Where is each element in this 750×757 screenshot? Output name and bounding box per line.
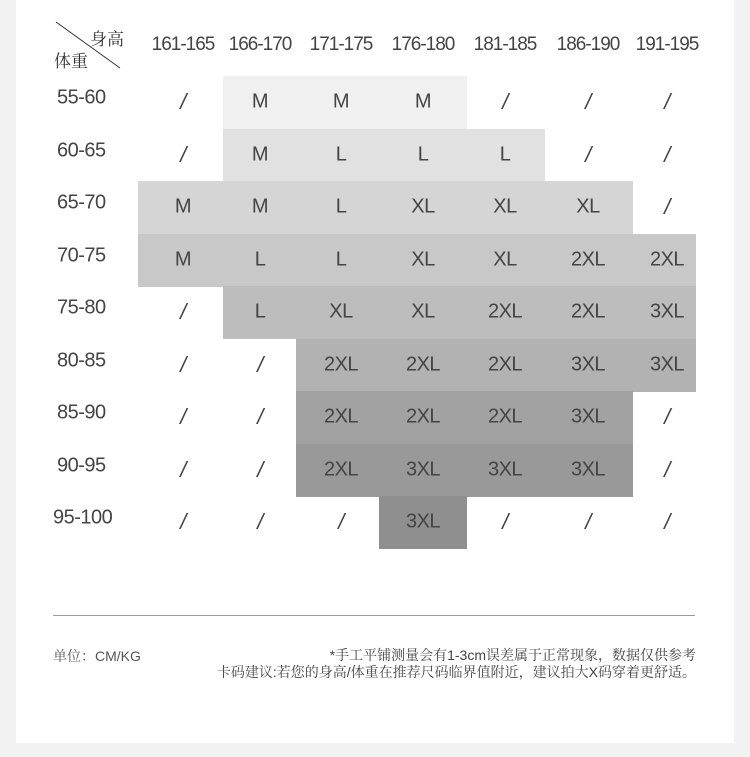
size-cell: 2XL	[487, 353, 523, 376]
size-cell-empty: /	[664, 89, 670, 115]
size-cell: L	[254, 300, 266, 323]
size-cell: XL	[411, 195, 435, 218]
size-cell: 2XL	[323, 405, 359, 428]
size-cell-empty: /	[585, 89, 591, 115]
size-cell-empty: /	[664, 141, 670, 167]
weight-label: 85-90	[57, 401, 106, 424]
size-cell-empty: /	[585, 141, 591, 167]
size-cell: 2XL	[323, 458, 359, 481]
size-cell-empty: /	[180, 299, 186, 325]
size-cell-empty: /	[180, 89, 186, 115]
size-cell-empty: /	[664, 509, 670, 535]
weight-label: 90-95	[57, 454, 106, 477]
height-header: 161-165	[151, 34, 215, 55]
size-cell-empty: /	[180, 456, 186, 482]
size-cell: M	[332, 90, 350, 113]
size-cell: 2XL	[405, 405, 441, 428]
size-cell: 3XL	[649, 300, 685, 323]
corner-height-label: 身高	[90, 30, 124, 49]
weight-label: 55-60	[57, 86, 106, 109]
size-cell: 3XL	[570, 353, 606, 376]
size-cell-empty: /	[180, 351, 186, 377]
size-cell-empty: /	[257, 456, 263, 482]
size-cell-empty: /	[180, 509, 186, 535]
size-cell: XL	[576, 195, 600, 218]
size-cell: 3XL	[570, 458, 606, 481]
size-cell: 3XL	[405, 510, 441, 533]
size-cell: 2XL	[570, 300, 606, 323]
size-cell-empty: /	[257, 509, 263, 535]
footer-divider	[53, 615, 695, 616]
size-cell: M	[174, 195, 192, 218]
height-header: 191-195	[635, 34, 699, 55]
corner-weight-label: 体重	[54, 52, 88, 71]
size-band-shade	[223, 129, 545, 182]
unit-label: 单位：CM/KG	[53, 648, 141, 664]
size-cell: 3XL	[405, 458, 441, 481]
height-header: 166-170	[228, 34, 292, 55]
size-cell: 2XL	[323, 353, 359, 376]
size-cell: 2XL	[487, 300, 523, 323]
size-cell-empty: /	[502, 509, 508, 535]
size-cell-empty: /	[664, 456, 670, 482]
height-header: 181-185	[473, 34, 537, 55]
size-cell: XL	[411, 248, 435, 271]
size-cell: 2XL	[405, 353, 441, 376]
weight-label: 95-100	[53, 506, 113, 529]
size-cell: L	[335, 143, 347, 166]
size-cell: M	[251, 90, 269, 113]
size-cell-empty: /	[180, 404, 186, 430]
weight-label: 70-75	[57, 244, 106, 267]
size-cell-empty: /	[180, 141, 186, 167]
size-cell: M	[414, 90, 432, 113]
size-cell: XL	[493, 248, 517, 271]
size-cell-empty: /	[664, 404, 670, 430]
size-cell: 2XL	[487, 405, 523, 428]
size-cell: 2XL	[649, 248, 685, 271]
weight-label: 65-70	[57, 191, 106, 214]
size-cell: 3XL	[649, 353, 685, 376]
size-cell-empty: /	[585, 509, 591, 535]
height-header: 176-180	[391, 34, 455, 55]
weight-label: 75-80	[57, 296, 106, 319]
size-cell: L	[417, 143, 429, 166]
size-cell: M	[251, 143, 269, 166]
size-cell: XL	[329, 300, 353, 323]
size-cell: XL	[493, 195, 517, 218]
height-header: 186-190	[556, 34, 620, 55]
size-cell-empty: /	[257, 404, 263, 430]
size-cell: L	[335, 248, 347, 271]
size-cell: M	[174, 248, 192, 271]
weight-label: 80-85	[57, 349, 106, 372]
size-cell-empty: /	[257, 351, 263, 377]
size-cell-empty: /	[502, 89, 508, 115]
size-cell: M	[251, 195, 269, 218]
size-cell: XL	[411, 300, 435, 323]
size-suggestion-note: 卡码建议:若您的身高/体重在推荐尺码临界值附近，建议拍大X码穿着更舒适。	[216, 664, 696, 680]
size-cell-empty: /	[338, 509, 344, 535]
size-cell: L	[335, 195, 347, 218]
height-header: 171-175	[309, 34, 373, 55]
size-cell: 3XL	[570, 405, 606, 428]
size-cell: 2XL	[570, 248, 606, 271]
weight-label: 60-65	[57, 139, 106, 162]
size-band-shade	[223, 286, 696, 339]
size-cell: L	[499, 143, 511, 166]
size-band-shade	[138, 181, 633, 234]
measurement-note: *手工平铺测量会有1-3cm误差属于正常现象，数据仅供参考	[329, 647, 696, 663]
size-cell: 3XL	[487, 458, 523, 481]
size-cell: L	[254, 248, 266, 271]
size-cell-empty: /	[664, 194, 670, 220]
